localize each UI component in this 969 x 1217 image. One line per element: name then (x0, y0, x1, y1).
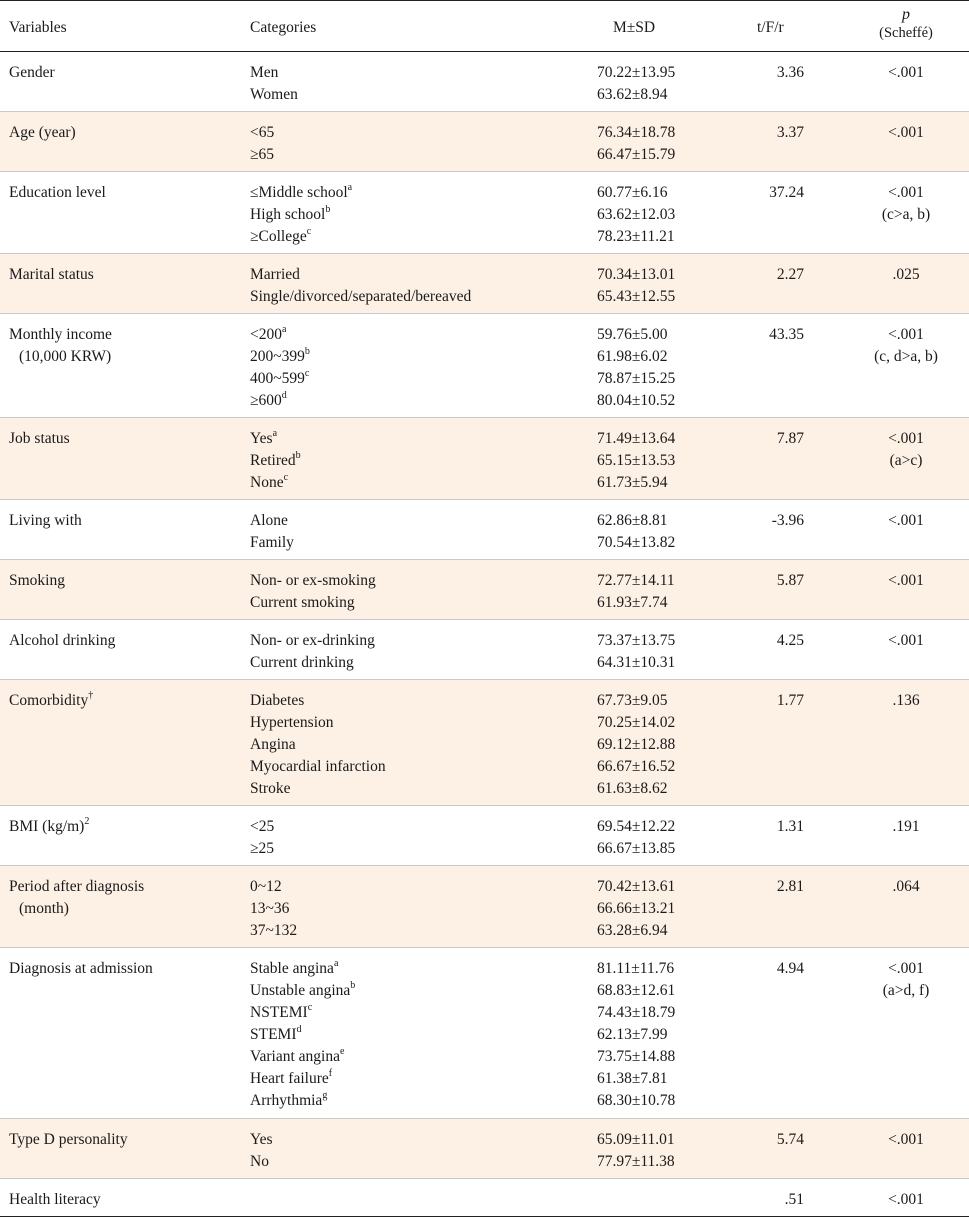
msd-value: 70.22±13.95 (597, 64, 676, 81)
msd-value: 80.04±10.52 (597, 392, 676, 409)
categories-cell (250, 264, 580, 308)
p-value: .025 (892, 266, 920, 283)
table-row (0, 418, 969, 500)
category-label: Non- or ex-drinking (250, 632, 375, 649)
category-label: <65 (250, 124, 275, 141)
header-tfr: t/F/r (757, 19, 784, 36)
category-label: 200~399$^b$ (250, 345, 310, 365)
msd-value: 70.25±14.02 (597, 714, 676, 731)
category-label: None$^c$ (250, 471, 289, 491)
msd-value: 71.49±13.64 (597, 430, 676, 447)
category-label: Stable angina$^a$ (250, 957, 339, 977)
categories-cell (250, 122, 580, 166)
category-label: Single/divorced/separated/bereaved (250, 288, 472, 305)
category-label: Current drinking (250, 654, 354, 671)
table-row (0, 112, 969, 172)
category-label: Current smoking (250, 594, 355, 611)
msd-value: 78.87±15.25 (597, 370, 676, 387)
category-label: ≥65 (250, 146, 275, 163)
category-label: Angina (250, 736, 296, 753)
p-value: <.001 (888, 632, 924, 649)
p-cell (856, 958, 956, 1002)
msd-value: 70.34±13.01 (597, 266, 676, 283)
category-label: STEMI$^d$ (250, 1023, 302, 1043)
table-row (0, 254, 969, 314)
p-cell (856, 324, 956, 368)
msd-value: 62.86±8.81 (597, 512, 668, 529)
variable-label: (10,000 KRW) (19, 348, 112, 365)
table-row (0, 1119, 969, 1179)
category-label: 400~599$^c$ (250, 367, 310, 387)
variable-cell (9, 816, 239, 838)
p-value: <.001 (888, 512, 924, 529)
msd-value: 62.13±7.99 (597, 1026, 668, 1043)
variable-label: Period after diagnosis (9, 878, 145, 895)
variable-label: Type D personality (9, 1131, 128, 1148)
categories-cell (250, 510, 580, 554)
statistic-value: .51 (784, 1191, 804, 1208)
table-header (0, 0, 969, 52)
p-value: .136 (892, 692, 920, 709)
variable-cell (9, 264, 239, 286)
p-value: <.001 (888, 960, 924, 977)
msd-value: 66.67±16.52 (597, 758, 676, 775)
msd-value: 77.97±11.38 (597, 1153, 675, 1170)
variable-cell (9, 510, 239, 532)
msd-value: 64.31±10.31 (597, 654, 676, 671)
categories-cell (250, 1129, 580, 1173)
category-label: ≥College$^c$ (250, 225, 312, 245)
p-cell (856, 510, 956, 532)
p-cell (856, 1129, 956, 1151)
variable-label: Health literacy (9, 1191, 101, 1208)
variable-cell (9, 428, 239, 450)
category-label: Hypertension (250, 714, 334, 731)
p-cell (856, 182, 956, 226)
category-label: Family (250, 534, 294, 551)
variable-label: BMI $(kg/m)^2$ (9, 815, 90, 835)
p-value: <.001 (888, 1191, 924, 1208)
scheffe-result: (c>a, b) (881, 206, 931, 223)
category-label: ≥25 (250, 840, 275, 857)
statistic-value: 1.31 (776, 818, 804, 835)
category-label: $\ge 600^d$ (250, 389, 287, 409)
category-label: NSTEMI$^c$ (250, 1001, 313, 1021)
p-value: <.001 (888, 326, 924, 343)
categories-cell (250, 428, 580, 494)
msd-value: 74.43±18.79 (597, 1004, 676, 1021)
msd-value: 68.30±10.78 (597, 1092, 676, 1109)
statistic-value: 5.87 (776, 572, 804, 589)
msd-value: 61.38±7.81 (597, 1070, 668, 1087)
table-row (0, 680, 969, 806)
table-row (0, 314, 969, 418)
msd-value: 61.73±5.94 (597, 474, 668, 491)
variable-label: Job status (9, 430, 70, 447)
variable-label: Gender (9, 64, 55, 81)
msd-value: 63.62±8.94 (597, 86, 668, 103)
p-cell (856, 690, 956, 712)
table-row (0, 172, 969, 254)
msd-value: 66.47±15.79 (597, 146, 676, 163)
category-label: Yes (250, 1131, 273, 1148)
table-row (0, 1179, 969, 1217)
variable-cell (9, 1189, 239, 1211)
categories-cell (250, 62, 580, 106)
categories-cell (250, 876, 580, 942)
msd-value: 69.12±12.88 (597, 736, 676, 753)
category-label: Arrhythmia$^g$ (250, 1089, 328, 1109)
p-cell (856, 62, 956, 84)
variable-label: (month) (19, 900, 69, 917)
variable-cell (9, 630, 239, 652)
variable-label: Monthly income (9, 326, 112, 343)
msd-value: 59.76±5.00 (597, 326, 668, 343)
statistic-value: -3.96 (771, 512, 804, 529)
table-row (0, 500, 969, 560)
statistic-value: 5.74 (776, 1131, 804, 1148)
statistic-value: 3.37 (776, 124, 804, 141)
variable-cell (9, 324, 239, 368)
categories-cell (250, 816, 580, 860)
msd-value: 70.42±13.61 (597, 878, 676, 895)
category-label: Women (250, 86, 298, 103)
variable-cell (9, 958, 239, 980)
msd-value: 73.75±14.88 (597, 1048, 676, 1065)
msd-value: 70.54±13.82 (597, 534, 676, 551)
scheffe-result: (a>c) (889, 452, 923, 469)
statistic-value: 7.87 (776, 430, 804, 447)
p-value: .191 (892, 818, 920, 835)
p-cell (856, 876, 956, 898)
p-cell (856, 1189, 956, 1211)
category-label: $<200^a$ (250, 323, 287, 343)
msd-value: 65.09±11.01 (597, 1131, 675, 1148)
category-label: Retired$^b$ (250, 449, 301, 469)
categories-cell (250, 570, 580, 614)
msd-value: 81.11±11.76 (597, 960, 675, 977)
variable-label: Diagnosis at admission (9, 960, 153, 977)
variable-label: Education level (9, 184, 106, 201)
p-value: <.001 (888, 64, 924, 81)
variable-label: Smoking (9, 572, 65, 589)
msd-value: 63.28±6.94 (597, 922, 668, 939)
variable-label: Living with (9, 512, 82, 529)
category-label: 37~132 (250, 922, 298, 939)
p-cell (856, 264, 956, 286)
msd-value: 60.77±6.16 (597, 184, 668, 201)
table-row (0, 866, 969, 948)
category-label: ≤Middle school$^a$ (250, 181, 353, 201)
header-p (856, 6, 956, 42)
statistic-value: 4.94 (776, 960, 804, 977)
header-scheffe: (Scheffé) (879, 25, 933, 41)
table-row (0, 948, 969, 1119)
table-row (0, 620, 969, 680)
msd-value: 78.23±11.21 (597, 228, 675, 245)
categories-cell (250, 958, 580, 1112)
categories-cell (250, 324, 580, 412)
scheffe-result: (a>d, f) (882, 982, 930, 999)
table-row (0, 52, 969, 112)
category-label: High school$^b$ (250, 203, 331, 223)
category-label: Variant angina$^e$ (250, 1045, 345, 1065)
p-value: <.001 (888, 430, 924, 447)
msd-value: 65.15±13.53 (597, 452, 676, 469)
msd-value: 65.43±12.55 (597, 288, 676, 305)
msd-value: 73.37±13.75 (597, 632, 676, 649)
variable-cell (9, 570, 239, 592)
variable-cell (9, 690, 239, 712)
msd-value: 66.66±13.21 (597, 900, 676, 917)
category-label: No (250, 1153, 269, 1170)
scheffe-result: (c, d>a, b) (874, 348, 938, 365)
p-value: <.001 (888, 184, 924, 201)
header-variables: Variables (9, 19, 67, 36)
p-cell (856, 630, 956, 652)
variable-label: Age (year) (9, 124, 76, 141)
category-label: <25 (250, 818, 275, 835)
statistic-value: 2.81 (776, 878, 804, 895)
variable-cell (9, 62, 239, 84)
msd-value: 61.93±7.74 (597, 594, 668, 611)
statistic-value: 43.35 (769, 326, 804, 343)
msd-cell (597, 958, 747, 1112)
msd-value: 67.73±9.05 (597, 692, 668, 709)
category-label: Married (250, 266, 300, 283)
categories-cell (250, 630, 580, 674)
category-label: Yes$^a$ (250, 427, 278, 447)
category-label: Men (250, 64, 279, 81)
p-cell (856, 428, 956, 472)
variable-cell (9, 182, 239, 204)
msd-value: 76.34±18.78 (597, 124, 676, 141)
variable-cell (9, 122, 239, 144)
header-p-symbol: p (902, 6, 910, 23)
category-label: 0~12 (250, 878, 282, 895)
table-row (0, 560, 969, 620)
header-categories: Categories (250, 19, 317, 36)
msd-value: 69.54±12.22 (597, 818, 676, 835)
statistic-value: 37.24 (769, 184, 804, 201)
msd-value: 68.83±12.61 (597, 982, 676, 999)
category-label: Diabetes (250, 692, 305, 709)
table-row (0, 806, 969, 866)
statistic-value: 2.27 (776, 266, 804, 283)
categories-cell (250, 690, 580, 800)
variable-label: Marital status (9, 266, 94, 283)
category-label: 13~36 (250, 900, 290, 917)
category-label: Myocardial infarction (250, 758, 386, 775)
category-label: Stroke (250, 780, 291, 797)
variable-cell (9, 1129, 239, 1151)
msd-value: 66.67±13.85 (597, 840, 676, 857)
p-cell (856, 570, 956, 592)
p-value: <.001 (888, 1131, 924, 1148)
categories-cell (250, 182, 580, 248)
header-msd: M±SD (613, 19, 656, 36)
p-value: <.001 (888, 124, 924, 141)
variable-label: Comorbidity† (9, 689, 94, 709)
category-label: Alone (250, 512, 288, 529)
msd-value: 61.98±6.02 (597, 348, 668, 365)
variable-label: Alcohol drinking (9, 632, 116, 649)
statistic-value: 3.36 (776, 64, 804, 81)
variable-cell (9, 876, 239, 920)
category-label: Non- or ex-smoking (250, 572, 376, 589)
p-cell (856, 816, 956, 838)
statistic-value: 4.25 (776, 632, 804, 649)
msd-value: 72.77±14.11 (597, 572, 675, 589)
p-cell (856, 122, 956, 144)
msd-value: 61.63±8.62 (597, 780, 668, 797)
category-label: Heart failure$^f$ (250, 1067, 333, 1087)
statistic-value: 1.77 (776, 692, 804, 709)
msd-value: 63.62±12.03 (597, 206, 676, 223)
p-value: <.001 (888, 572, 924, 589)
category-label: Unstable angina$^b$ (250, 979, 356, 999)
p-value: .064 (892, 878, 920, 895)
